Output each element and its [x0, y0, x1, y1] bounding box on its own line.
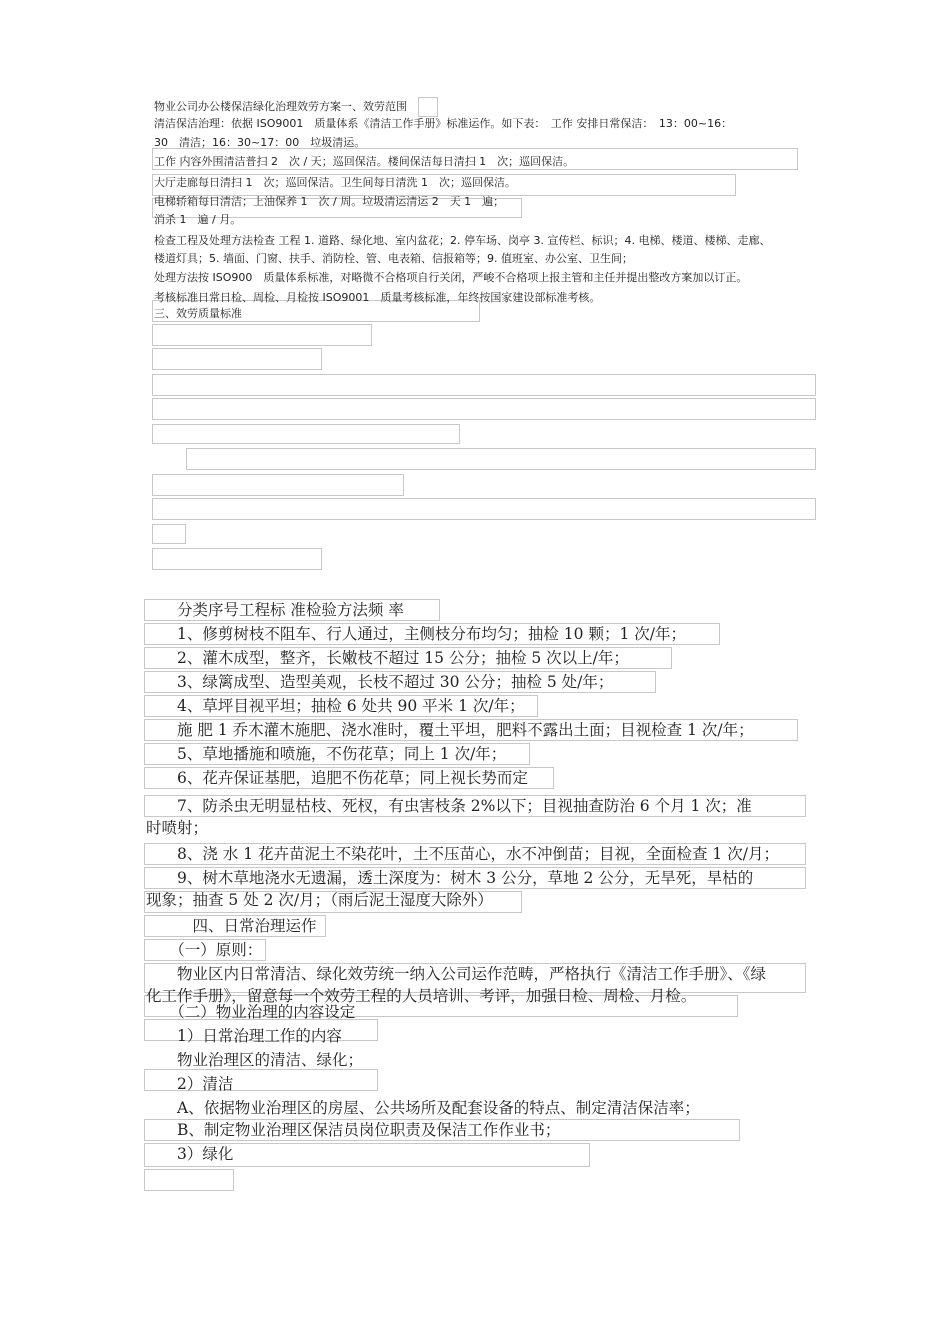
text-line: A、依据物业治理区的房屋、公共场所及配套设备的特点、制定清洁保洁率；: [146, 1099, 700, 1117]
outline-box: [152, 498, 816, 520]
text-line: 2）清洁: [146, 1075, 234, 1093]
text-line: 1、修剪树枝不阻车、行人通过，主侧枝分布均匀；抽检 10 颗；1 次/年；: [146, 625, 686, 643]
text-line: 4、草坪目视平坦；抽检 6 处共 90 平米 1 次/年；: [146, 697, 525, 715]
text-line: 化工作手册》，留意每一个效劳工程的人员培训、考评，加强日检、周检、月检。: [146, 987, 697, 1005]
section-heading: 三、效劳质量标准: [154, 307, 242, 320]
outline-box: [144, 1169, 234, 1191]
text-line: 物业区内日常清洁、绿化效劳统一纳入公司运作范畴，严格执行《清洁工作手册》、《绿: [146, 965, 767, 983]
outline-box: [152, 524, 186, 544]
text-line: 消杀 1 遍 / 月。: [154, 213, 242, 226]
outline-box: [152, 424, 460, 444]
outline-box: [152, 474, 404, 496]
text-line: 3、绿篱成型、造型美观，长枝不超过 30 公分；抽检 5 处/年；: [146, 673, 614, 691]
text-line: 30 清洁；16：30~17：00 垃圾清运。: [154, 136, 366, 149]
text-line: B、制定物业治理区保洁员岗位职责及保洁工作作业书；: [146, 1121, 561, 1139]
outline-box: [152, 548, 322, 570]
text-line: 考核标准日常日检、周检、月检按 ISO9001 质量考核标准，年终按国家建设部标准考核。: [154, 291, 601, 304]
text-line: 5、草地播施和喷施，不伤花草；同上 1 次/年；: [146, 745, 507, 763]
outline-box: [152, 398, 816, 420]
text-line: 9、树木草地浇水无遗漏，透土深度为：树木 3 公分，草地 2 公分，无旱死，旱枯的: [146, 869, 754, 887]
document-title-line: 物业公司办公楼保洁绿化治理效劳方案一、效劳范围: [154, 100, 407, 113]
text-line: 处理方法按 ISO900 质量体系标准，对略微不合格项自行关闭，严峻不合格项上报主管和主任并提出整改方案加以订正。: [154, 271, 748, 284]
text-line: 大厅走廊每日清扫 1 次；巡回保洁。卫生间每日清洗 1 次；巡回保洁。: [154, 176, 516, 189]
outline-box: [152, 374, 816, 396]
text-line: 时喷射；: [146, 819, 209, 837]
text-line: 6、花卉保证基肥，追肥不伤花草；同上视长势而定: [146, 769, 528, 787]
text-line: 施 肥 1 乔木灌木施肥、浇水准时，覆土平坦，肥料不露出土面；目视检查 1 次/年；: [146, 721, 754, 739]
text-line: 楼道灯具；5. 墙面、门窗、扶手、消防栓、管、电表箱、信报箱等；9. 值班室、办公室、卫生间；: [154, 252, 633, 265]
outline-box: [152, 324, 372, 346]
text-line: 7、防杀虫无明显枯枝、死杈，有虫害枝条 2%以下；目视抽查防治 6 个月 1 次；准: [146, 797, 752, 815]
section-heading: 四、日常治理运作: [146, 917, 317, 935]
text-line: 2、灌木成型，整齐，长嫩枝不超过 15 公分；抽检 5 次以上/年；: [146, 649, 629, 667]
text-line: 清洁保洁治理：依据 ISO9001 质量体系《清洁工作手册》标准运作。如下表： 工作 安排日常保洁： 13：00~16：: [154, 117, 733, 130]
text-line: 工作 内容外围清洁普扫 2 次 / 天；巡回保洁。楼间保洁每日清扫 1 次；巡回保洁。: [154, 155, 575, 168]
text-line: 物业治理区的清洁、绿化；: [146, 1051, 364, 1069]
text-line: 1）日常治理工作的内容: [146, 1027, 342, 1045]
outline-box: [418, 97, 438, 117]
subsection-heading: （二）物业治理的内容设定: [146, 1003, 356, 1021]
text-line: 检查工程及处理方法检查 工程 1. 道路、绿化地、室内盆花；2. 停车场、岗亭 3. 宣传栏、标识；4. 电梯、楼道、楼梯、走廊、: [154, 234, 771, 247]
text-line: 3）绿化: [146, 1145, 234, 1163]
text-line: 电梯轿箱每日清洁；上油保养 1 次 / 周。垃圾清运清运 2 天 1 遍；: [154, 195, 505, 208]
outline-box: [186, 448, 816, 470]
text-line: 现象；抽查 5 处 2 次/月；（雨后泥土湿度大除外）: [146, 891, 493, 909]
table-header-line: 分类序号工程标 准检验方法频 率: [146, 601, 404, 619]
subsection-heading: （一）原则：: [146, 941, 263, 959]
text-line: 8、浇 水 1 花卉苗泥土不染花叶，土不压苗心，水不冲倒苗；目视，全面检查 1 次/月；: [146, 845, 779, 863]
outline-box: [152, 348, 322, 370]
